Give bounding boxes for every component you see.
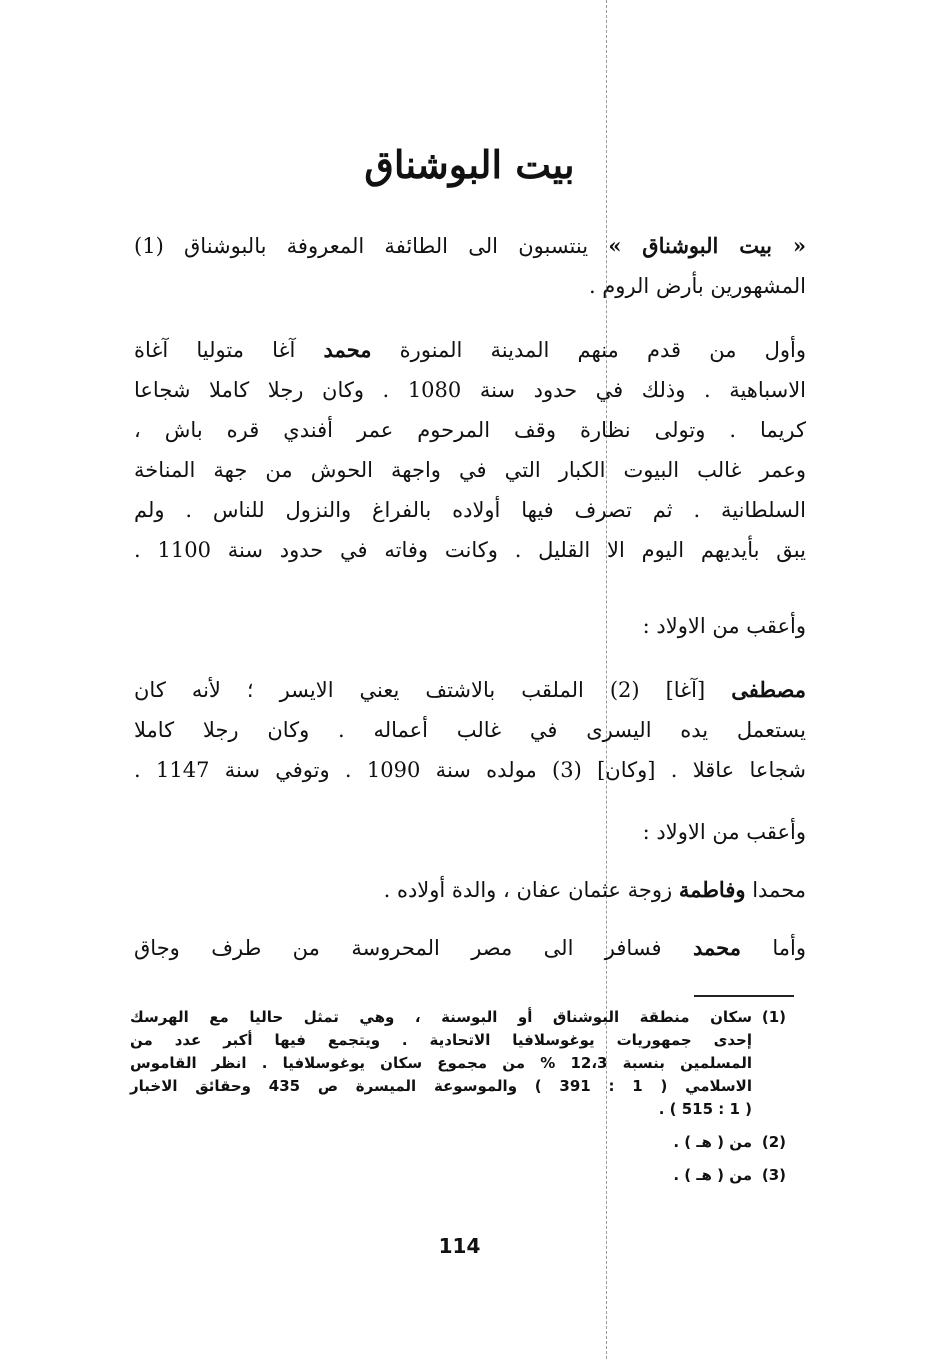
footnote-3-body [130,1164,752,1187]
paragraph-3 [134,606,806,646]
footnote-2 [130,1131,786,1154]
paragraph-1-line-2: المشهورين بأرض الروم . [588,274,806,298]
paragraph-7 [134,928,806,968]
paragraph-2-line-3: كريما . وتولى نظارة وقف المرحوم عمر أفندي قره باش ، [134,418,806,442]
footnote-2-body [130,1131,752,1154]
paragraph-7-line-1-b: فسافر الى مصر المحروسة من طرف وجاق [134,936,693,960]
paragraph-6-line-1-a: محمدا [745,878,806,902]
paragraph-2-line-6: يبق بأيديهم اليوم الا القليل . وكانت وفاته في حدود سنة 1100 . [134,538,806,562]
paragraph-7-bold-name: محمد [693,935,741,960]
footnote-3-number: (3) [761,1166,786,1184]
footnote-1-body [130,1006,752,1121]
footnote-3-text: من ( هـ ) . [673,1166,752,1184]
footnote-1-number: (1) [761,1008,786,1026]
paragraph-6-line-1 [134,870,806,910]
paragraph-6-line-1-b: زوجة عثمان عفان ، والدة أولاده . [383,878,679,902]
paragraph-5-line-1: وأعقب من الاولاد : [642,820,806,844]
paragraph-1-line-1 [134,226,806,266]
footnote-separator [694,995,794,997]
page-title: بيت البوشناق [364,142,575,187]
paragraph-2-line-5: السلطانية . ثم تصرف فيها أولاده بالفراغ والنزول للناس . ولم [134,498,806,522]
paragraph-2-line-4: وعمر غالب البيوت الكبار التي في واجهة الحوش من جهة المناخة [134,458,806,482]
paragraph-2-line-1 [134,330,806,370]
paragraph-2-line-2: الاسباهية . وذلك في حدود سنة 1080 . وكان رجلا كاملا شجاعا [134,378,807,402]
paragraph-1-bold-term: « بيت البوشناق » [608,233,806,258]
paragraph-4-bold-name: مصطفى [731,677,806,702]
paragraph-1 [134,226,806,306]
footnote-3 [130,1164,786,1187]
footnote-1-line-2: إحدى جمهوريات يوغوسلافيا الاتحادية . ويتجمع فيها أكبر عدد من [130,1031,752,1049]
footnote-1-line-4: الاسلامي ( 1 : 391 ) والموسوعة الميسرة ص 435 وحقائق الاخبار [130,1077,752,1095]
paragraph-5 [134,812,806,852]
page-number: 114 [438,1234,481,1258]
footnote-1-line-1: سكان منطقة البوشناق أو البوسنة ، وهي تمثل حاليا مع الهرسك [130,1008,752,1026]
paragraph-7-line-1-a: وأما [740,936,806,960]
paragraph-4-line-3: شجاعا عاقلا . [وكان] (3) مولده سنة 1090 . وتوفي سنة 1147 . [134,758,806,782]
paragraph-2-line-1-b: آغا متوليا آغاة [134,338,324,362]
footnote-2-text: من ( هـ ) . [673,1133,752,1151]
paragraph-3-line-1: وأعقب من الاولاد : [642,614,806,638]
paragraph-4 [134,670,806,790]
paragraph-4-line-1 [134,670,806,710]
paragraph-2 [134,330,806,570]
paragraph-1-line-1-text: ينتسبون الى الطائفة المعروفة بالبوشناق (1) [134,234,609,258]
paragraph-4-line-1-text: [آغا] (2) الملقب بالاشتف يعني الايسر ؛ لأنه كان [134,678,732,702]
paragraph-6-bold-name: وفاطمة [678,877,746,902]
paragraph-7-line-1 [134,928,806,968]
paragraph-6 [134,870,806,910]
footnotes [130,1006,786,1187]
footnote-1-line-3: المسلمين بنسبة 12،3 % من مجموع سكان يوغوسلافيا . انظر القاموس [130,1054,752,1072]
footnote-1-line-5: ( 1 : 515 ) . [658,1100,752,1118]
footnote-1 [130,1006,786,1121]
paragraph-2-line-1-a: وأول من قدم منهم المدينة المنورة [371,338,806,362]
paragraph-2-bold-name: محمد [323,337,372,362]
footnote-2-number: (2) [761,1133,786,1151]
paragraph-4-line-2: يستعمل يده اليسرى في غالب أعماله . وكان رجلا كاملا [134,718,806,742]
